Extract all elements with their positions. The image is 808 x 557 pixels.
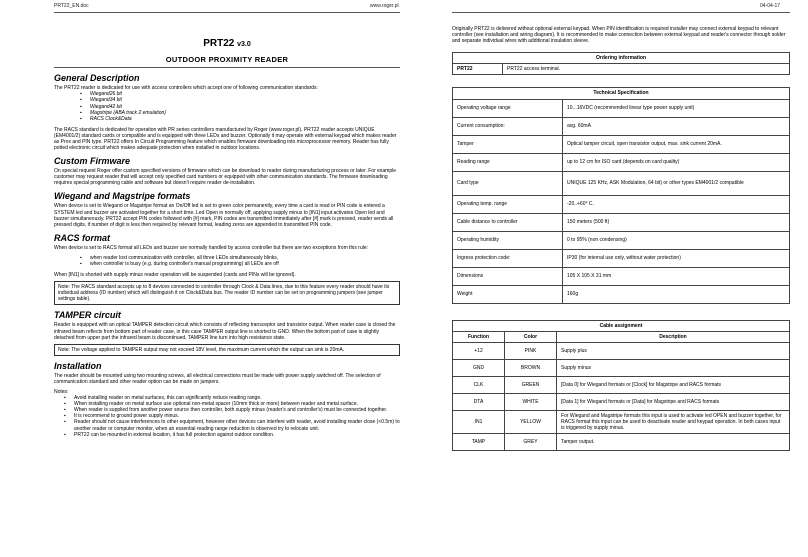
header-doc-name: PRT22_EN.doc	[54, 3, 89, 9]
list-item: ▪ It is recommend to ground power supply minus.	[64, 413, 400, 419]
header-url: www.roger.pl	[370, 3, 399, 9]
cable-table	[452, 320, 790, 451]
table-row: Operating temp. range -20..+60° C.	[453, 195, 790, 213]
doc-title	[54, 38, 400, 50]
order-desc: PRT22 access terminal.	[503, 64, 790, 75]
order-code: PRT22	[453, 64, 503, 75]
table-row: CLK GREEN [Data 0] for Wiegand formats or [Clock] for Magstripe and RACS formats	[453, 376, 790, 393]
spec-title: Technical Specification	[453, 88, 790, 99]
table-row: Reading range up to 12 cm for ISO card (depends on card quality)	[453, 153, 790, 171]
list-item: ▪ Avoid installing reader on metal surfaces, this can significantly reduce reading range.	[64, 395, 400, 401]
right-column	[452, 26, 790, 451]
table-row: Ingress protection code: IP30 (for internal use only, without water protection)	[453, 249, 790, 267]
spec-table	[452, 87, 790, 303]
list-item: ▪ Magstripe (ABA track 2 emulation)	[80, 110, 400, 116]
list-item: ▪ PRT22 can be mounted in external location, it has full protection against outdoor condition.	[64, 432, 400, 438]
list-item: ▪ when controller is busy (e.g. during controller's manual programming) all LEDs are off	[80, 261, 400, 267]
header-rule-left	[54, 12, 400, 13]
general-body: The RACS standard is dedicated for operation with PR series controllers manufactured by Roger (www.roger.pl). PRT22 reader accepts UNIQUE (EM4001/2) standard cards or compatible and is equipped with three LEDs and buzzer. Optionally it may operate with external keypad which makes reader as Prox and PIN type. PRT22 offers In Circuit Programming feature which enables firmware downloading into microprocessor memory. Reader has fully potted electronic circuit which makes adequate protection when installed in outdoor locations.	[54, 126, 397, 152]
title-rule	[54, 67, 400, 68]
product-name: PRT22	[203, 38, 235, 49]
table-row: Weight 160g	[453, 285, 790, 303]
installation-notes-list	[64, 395, 400, 438]
racs-note: Note: The RACS standard accepts up to 8 devices connected to controller through Clock & Data lines, due to this feature every reader should have its individual address (ID number) which will distinguish it on Clock&Data bus. The reader ID number can be set on programming jumpers (see jumper settings table).	[54, 281, 400, 305]
header-date: 04-04-17	[760, 3, 781, 9]
cable-title: Cable assignment	[453, 320, 790, 331]
table-row: Operating humidity 0 to 95% (non condensing)	[453, 231, 790, 249]
doc-subtitle: OUTDOOR PROXIMITY READER	[165, 55, 289, 65]
table-row: Current consumption: avg. 60mA	[453, 117, 790, 135]
keypad-intro: Originally PRT22 is delivered without optional external keypad. When PIN identification is required installer may connect external keypad to relevant controller (see installation and wiring diagram). It is recommended to make connection between external keypad and reader's connector through solder and separate individual wires with additional insulation sleeve.	[452, 26, 786, 45]
list-item: ▪ Reader should not cause interferences to other equipment, however other devices can interfere with reader, avoid installing reader close (<0.5m) to another reader or computer monitor, when an essential reading range reduction is observed try to relocate unit.	[64, 419, 400, 431]
cable-header-row: Function Color Description	[453, 331, 790, 342]
header-rule-right	[452, 12, 790, 13]
list-item: ▪ When reader is supplied from another power source then controller, both supply minus (reader's and controller's) must be connected together.	[64, 407, 400, 413]
list-item: ▪ when reader lost communication with controller, all three LEDs simultaneously blinks,	[80, 255, 400, 261]
table-row: Tamper Optical tamper circuit, open transistor output, max. sink current 20mA.	[453, 135, 790, 153]
tamper-heading: TAMPER circuit	[54, 310, 121, 321]
product-version: v3.0	[237, 41, 251, 48]
tamper-note: Note: The voltage applied to TAMPER output may not exceed 18V level, the maximum current which the output can sink is 20mA.	[54, 344, 400, 356]
table-row: +12 PINK Supply plus	[453, 342, 790, 359]
table-row: Cable distance to controller 150 meters (500 ft)	[453, 213, 790, 231]
table-row: TAMP GREY Tamper output.	[453, 434, 790, 451]
general-intro: The PRT22 reader is dedicated for use with access controllers which accept one of following communication standards:	[54, 85, 318, 92]
notes-label: Notes:	[54, 388, 69, 395]
wiegand-body: When device is set to Wiegand or Magstripe format an On/Off led is set to green color permanently, every time a card is read or PIN code is entered a SYSTEM led and buzzer are activated together for a short time. Led Open in normally off, applying supply minus to [IN1] input activates Open led and buzzer simultaneously. PRT22 accept PIN codes followed with [#] mark, PIN codes are transmitted immediately after [#] mark is pressed, reader sends all pressed digits, if number of digit is less then required by relevant format, leading zeros are appended to transmitted PIN code.	[54, 203, 394, 228]
racs-heading: RACS format	[54, 232, 111, 243]
list-item: ▪ Wiegand42 bit	[80, 104, 400, 110]
list-item: ▪ RACS Clock&Data	[80, 116, 400, 122]
table-row: IN1 YELLOW For Wiegand and Magstripe formats this input is used to activate led OPEN and buzzer together, for RACS format this input can be used to deactivate reader and keypad operation. In both cases input is triggered by supply minus.	[453, 410, 790, 433]
table-row	[453, 64, 790, 75]
racs-intro: When device is set to RACS format all LEDs and buzzer are normally handled by access controller but there are two exceptions from this rule:	[54, 244, 369, 251]
ordering-table	[452, 52, 790, 75]
left-column	[54, 16, 400, 438]
racs-after: When [IN1] is shorted with supply minus reader operation will be suspended (cards and PINs will be ignored).	[54, 272, 296, 279]
installation-heading: Installation	[54, 360, 102, 371]
list-item: ▪ Wiegand34 bit	[80, 97, 400, 103]
tamper-body: Reader is equipped with an optical TAMPER detection circuit which consists of reflecting transceptor and transistor output. When reader case is closed the infrared beam reflects from bottom part of reader case, in this case TAMPER output line is shorted to GND. When the bottom part of case is slightly detached from upper part the infrared beam is discontinued, TAMPER line turn into high resistance state.	[54, 322, 396, 341]
table-row: Dimensions 105 X 105 X 31 mm	[453, 267, 790, 285]
custom-heading: Custom Firmware	[54, 156, 131, 167]
table-row: DTA WHITE [Data 1] for Wiegand formats or [Data] for Magstripe and RACS formats	[453, 393, 790, 410]
wiegand-heading: Wiegand and Magstripe formats	[54, 191, 191, 202]
list-item: ▪ When installing reader on metal surface use optional non-metal spacer (10mm thick or more) between reader and metal surface.	[64, 401, 400, 407]
table-row: Card type UNIQUE 125 KHz, ASK Modulation, 64 bit) or other types EM4001/2 compatible	[453, 171, 790, 195]
table-row: GND BROWN Supply minus	[453, 359, 790, 376]
racs-exceptions-list	[80, 255, 400, 267]
list-item: ▪ Wiegand26 bit	[80, 91, 400, 97]
table-row: Operating voltage range 10...16VDC (recommended linear type power supply unit)	[453, 99, 790, 117]
general-heading: General Description	[54, 73, 140, 84]
custom-body: On special request Roger offer custom specified versions of firmware which can be download to reader during manufacturing process or later. For example customer may request reader that will accept only specified card numbers or equipped with other communication standards. The firmware downloading requires special programming cable and software but doesn't require reader de-installation.	[54, 168, 397, 187]
installation-body: The reader should be mounted using two mounting screws, all electrical connections must be made with power supply switched off. The selection of communication standard and other reader option can be made on jumpers.	[54, 372, 381, 385]
standards-list	[80, 91, 400, 121]
ordering-title: Ordering information	[453, 53, 790, 64]
